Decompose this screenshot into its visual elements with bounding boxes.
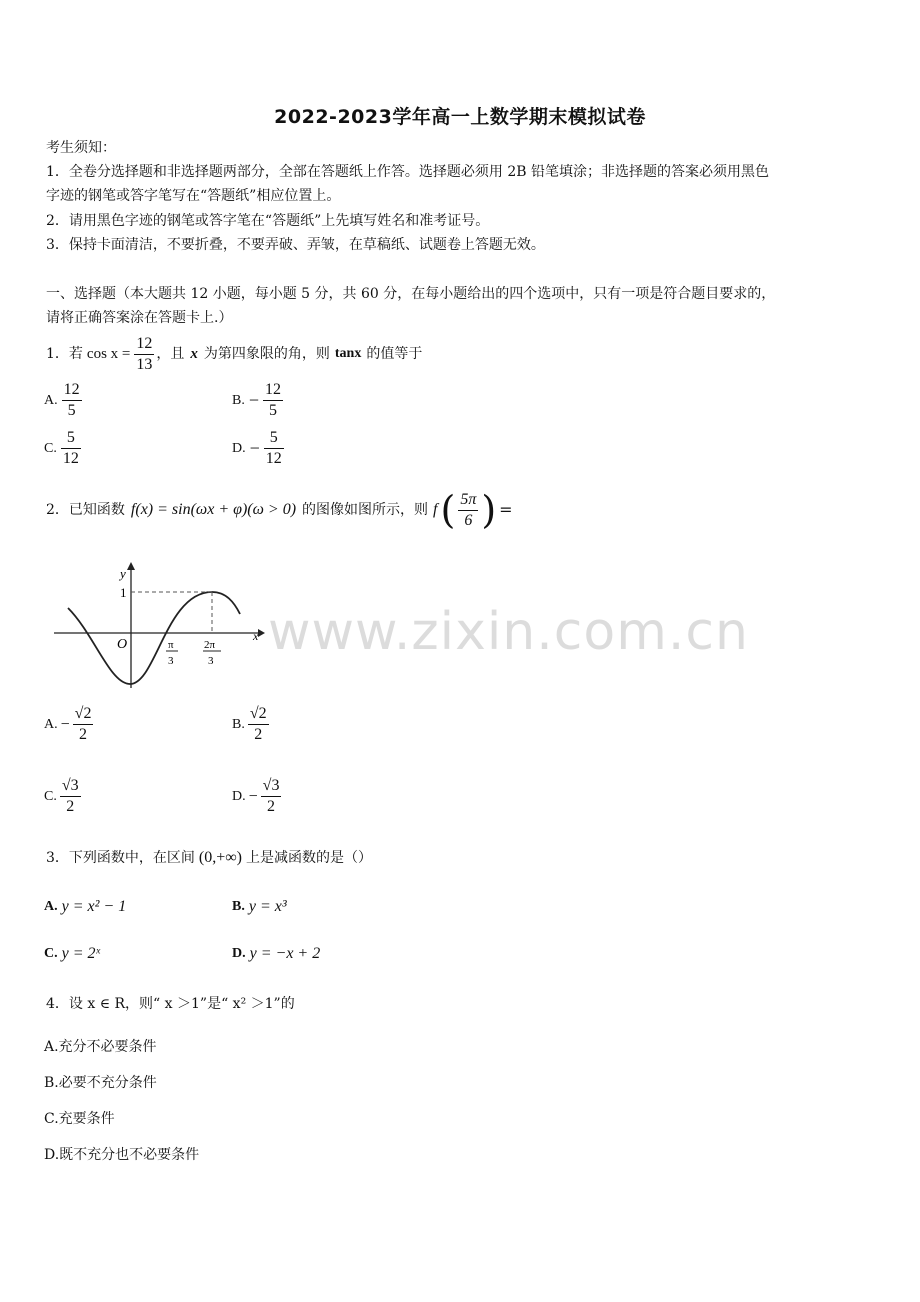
q2-right-paren: ) (481, 488, 497, 532)
q1-c-label: C. (44, 440, 57, 456)
tick-2pi3-num: 2π (204, 639, 216, 651)
q3-option-d[interactable] (232, 945, 320, 963)
q2-a-label: A. (44, 716, 58, 732)
q4-option-d[interactable]: D.既不充分也不必要条件 (44, 1147, 200, 1163)
tick-pi3-num: π (168, 639, 174, 651)
q1-option-d[interactable] (232, 428, 284, 469)
q1-tan: tanx (334, 346, 362, 361)
tick-2pi3-den: 3 (208, 655, 214, 667)
q1-b-den: 5 (269, 402, 277, 419)
q3-option-a[interactable] (44, 898, 126, 916)
q1-option-b[interactable] (232, 380, 283, 421)
q3-c-expr: y = 2ˣ (61, 945, 101, 962)
q1-a-fraction (62, 380, 82, 421)
q1-option-c[interactable] (44, 428, 81, 469)
q2-c-fraction (60, 776, 81, 817)
notice-line-3: 3．保持卡面清洁，不要折叠，不要弄破、弄皱，在草稿纸、试题卷上答题无效。 (46, 237, 545, 253)
q3-a-label: A. (44, 899, 58, 914)
q3-interval: (0,+∞) (198, 849, 243, 866)
sine-curve (68, 592, 240, 684)
q2-a-num: √2 (73, 704, 94, 725)
q2-c-den: 2 (66, 798, 75, 815)
notice-line-1a: 1．全卷分选择题和非选择题两部分，全部在答题纸上作答。选择题必须用 2B 铅笔填涂；非选择题的答案必须用黑色 (46, 164, 769, 180)
q2-a-den: 2 (79, 726, 88, 743)
q2-sine-graph (54, 556, 266, 692)
q1-a-den: 5 (67, 402, 76, 419)
q1-d-fraction (264, 428, 284, 469)
q1-frac-num: 12 (134, 334, 154, 355)
q2-mid: 的图像如图所示，则 (302, 502, 429, 518)
q4-option-c[interactable]: C.充要条件 (44, 1111, 115, 1127)
section-heading-1: 一、选择题（本大题共 12 小题，每小题 5 分，共 60 分，在每小题给出的四个选项中，只有一项是符合题目要求的， (46, 286, 776, 302)
q1-prefix: 1．若 (46, 346, 83, 362)
q1-a-num: 12 (62, 380, 82, 401)
q2-frac-den: 6 (464, 511, 473, 529)
q2-option-a[interactable] (44, 704, 93, 745)
q2-d-den: 2 (267, 798, 276, 815)
q2-left-paren: ( (440, 488, 456, 532)
q4-option-b[interactable]: B.必要不充分条件 (44, 1075, 157, 1091)
q3-option-c[interactable] (44, 945, 100, 963)
q3-option-b[interactable] (232, 898, 287, 916)
q1-cos: cos x = (86, 346, 131, 362)
y-label: y (120, 566, 126, 581)
q1-d-label: D. (232, 440, 246, 456)
notice-line-2: 2．请用黑色字迹的钢笔或答字笔在“答题纸”上先填写姓名和准考证号。 (46, 213, 490, 229)
q3-tail: 上是减函数的是（） (246, 850, 373, 866)
q2-equals: = (499, 500, 513, 519)
tick-pi3-den: 3 (168, 655, 174, 667)
q1-b-fraction (263, 380, 283, 421)
q1-c-fraction (61, 428, 81, 469)
x-label: x (253, 629, 259, 643)
q1-frac-den: 13 (136, 355, 153, 373)
q2-frac-num: 5π (458, 490, 478, 511)
q3-c-label: C. (44, 946, 58, 961)
q1-d-sign: − (249, 438, 260, 458)
q3-d-label: D. (232, 946, 246, 961)
q1-d-num: 5 (264, 428, 284, 449)
q2-option-c[interactable] (44, 776, 81, 817)
q1-b-num: 12 (263, 380, 283, 401)
q1-a-label: A. (44, 392, 58, 408)
q1-c-num: 5 (61, 428, 81, 449)
q2-d-num: √3 (261, 776, 282, 797)
origin-label: O (117, 637, 128, 652)
q2-d-sign: − (248, 787, 258, 805)
q1-fraction (134, 334, 154, 375)
q2-c-num: √3 (60, 776, 81, 797)
one-tick-label: 1 (120, 585, 127, 600)
question-3 (46, 848, 372, 868)
q3-b-expr: y = x³ (248, 898, 287, 915)
y-axis-arrow (127, 562, 135, 570)
q2-d-label: D. (232, 788, 246, 804)
q3-prefix: 3．下列函数中，在区间 (46, 850, 195, 866)
q3-d-expr: y = −x + 2 (249, 945, 321, 962)
q4-option-a[interactable]: A.充分不必要条件 (44, 1039, 157, 1055)
q1-c-den: 12 (62, 450, 79, 467)
q2-b-label: B. (232, 716, 245, 732)
q1-mid: ，且 (156, 346, 185, 362)
page-title: 2022-2023学年高一上数学期末模拟试卷 (274, 106, 646, 128)
q1-x: x (190, 346, 198, 362)
q1-tail2: 的值等于 (366, 346, 423, 362)
q3-b-label: B. (232, 899, 245, 914)
q1-tail1: 为第四象限的角，则 (203, 346, 330, 362)
q2-fraction (458, 490, 478, 531)
q3-a-expr: y = x² − 1 (61, 898, 127, 915)
q1-d-den: 12 (265, 450, 282, 467)
q2-a-fraction (73, 704, 94, 745)
q2-option-b[interactable] (232, 704, 269, 745)
q2-b-num: √2 (248, 704, 269, 725)
watermark: www.zixin.com.cn (268, 602, 749, 662)
section-heading-2: 请将正确答案涂在答题卡上.） (46, 310, 233, 326)
q2-d-fraction (261, 776, 282, 817)
q2-f: f (433, 501, 438, 518)
q1-b-sign: − (248, 390, 259, 410)
q2-option-d[interactable] (232, 776, 281, 817)
notice-line-1b: 字迹的钢笔或答字笔写在“答题纸”相应位置上。 (46, 188, 341, 204)
q1-option-a[interactable] (44, 380, 82, 421)
q2-b-den: 2 (254, 726, 263, 743)
q2-function: f(x) = sin(ωx + φ)(ω > 0) (130, 501, 297, 518)
q1-b-label: B. (232, 392, 245, 408)
q2-prefix: 2．已知函数 (46, 502, 125, 518)
q2-b-fraction (248, 704, 269, 745)
question-2 (46, 486, 513, 534)
question-4: 4．设 x ∈ R，则“ x ＞1”是“ x² ＞1”的 (46, 996, 295, 1012)
q2-c-label: C. (44, 788, 57, 804)
notice-heading: 考生须知： (46, 140, 116, 156)
x-axis-arrow (258, 629, 265, 637)
question-1 (46, 332, 422, 376)
q2-a-sign: − (60, 715, 70, 733)
